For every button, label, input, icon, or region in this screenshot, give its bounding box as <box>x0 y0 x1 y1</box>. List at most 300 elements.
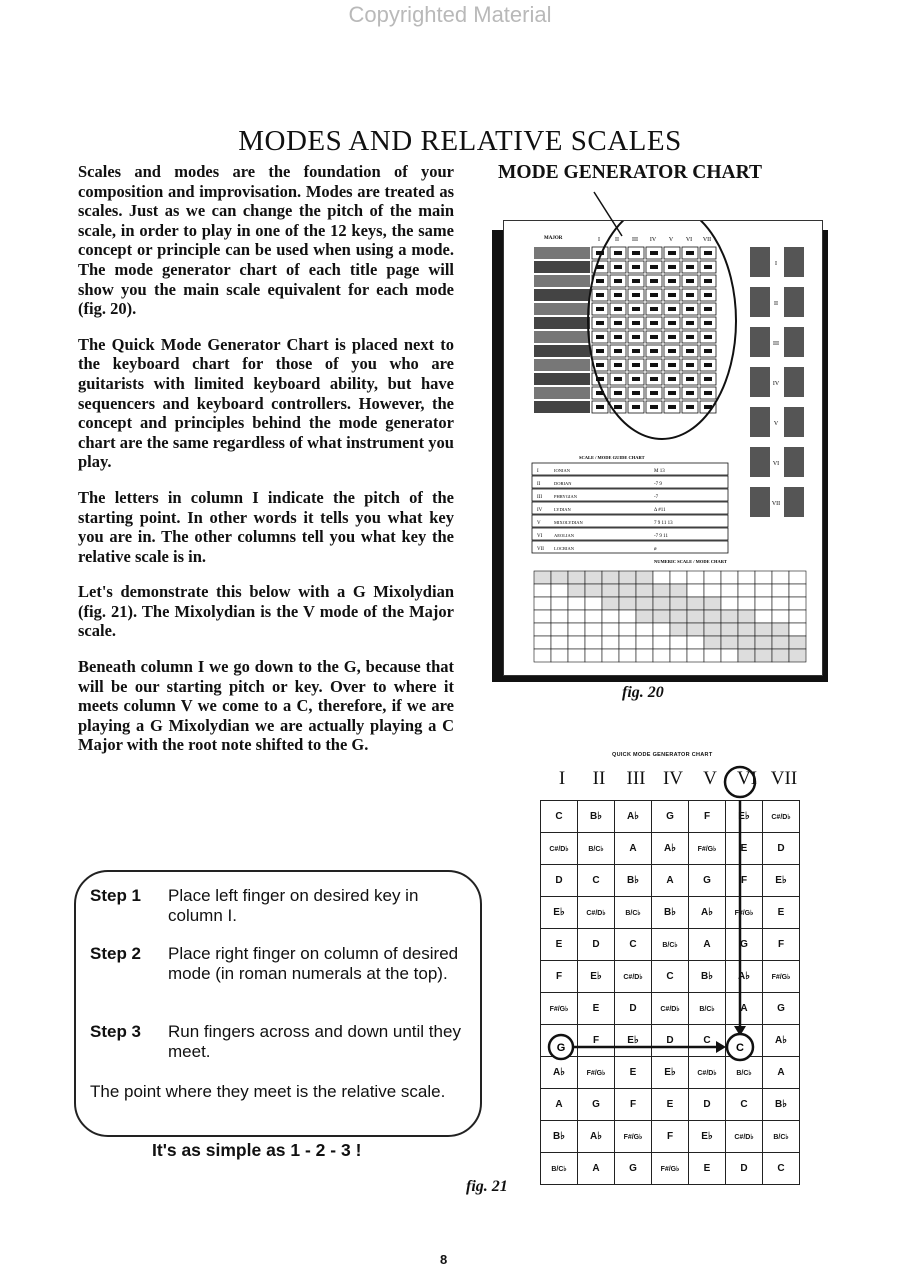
lower-row-numeral: V <box>537 521 541 526</box>
side-key-strip-left <box>750 327 770 357</box>
mini-key-strip <box>534 401 590 413</box>
staircase-cell <box>772 597 789 610</box>
column-header-iv: IV <box>662 768 684 789</box>
key-cell: A <box>541 1089 578 1121</box>
steps-callout <box>74 870 482 1137</box>
staircase-cell <box>704 636 721 649</box>
step-3-text: Run fingers across and down until they meet. <box>168 1022 461 1061</box>
mini-cell-mark <box>650 307 658 311</box>
staircase-cell <box>789 636 806 649</box>
staircase-cell <box>636 636 653 649</box>
side-numeral: II <box>774 301 778 307</box>
key-cell: F <box>615 1089 652 1121</box>
key-cell: A♭ <box>541 1057 578 1089</box>
key-cell: A♭ <box>615 801 652 833</box>
mini-cell-mark <box>668 363 676 367</box>
mini-cell-mark <box>650 251 658 255</box>
mini-cell-mark <box>650 265 658 269</box>
side-numeral: I <box>775 261 777 267</box>
column-v-circle <box>725 767 755 797</box>
mini-cell-mark <box>632 377 640 381</box>
staircase-cell <box>789 623 806 636</box>
key-cell: C <box>652 961 689 993</box>
side-key-strip-left <box>750 287 770 317</box>
step-1-text: Place left finger on desired key in column I. <box>168 886 419 925</box>
key-cell: D <box>689 1089 726 1121</box>
lower-row-numeral: VI <box>537 534 543 539</box>
staircase-cell <box>704 571 721 584</box>
body-text-column <box>78 162 454 771</box>
mini-key-strip <box>534 275 590 287</box>
staircase-cell <box>636 571 653 584</box>
staircase-cell <box>585 584 602 597</box>
staircase-cell <box>585 610 602 623</box>
mini-cell-mark <box>704 363 712 367</box>
mini-cell-mark <box>632 363 640 367</box>
staircase-cell <box>551 636 568 649</box>
staircase-cell <box>568 636 585 649</box>
staircase-cell <box>721 623 738 636</box>
mini-cell-mark <box>632 265 640 269</box>
staircase-cell <box>704 649 721 662</box>
key-cell: C <box>689 1025 726 1057</box>
key-cell: G <box>726 929 763 961</box>
mini-cell-mark <box>668 293 676 297</box>
staircase-cell <box>789 597 806 610</box>
key-cell: C <box>541 801 578 833</box>
staircase-cell <box>738 623 755 636</box>
mini-numeral: VII <box>702 237 712 243</box>
side-key-strip-left <box>750 407 770 437</box>
staircase-cell <box>670 584 687 597</box>
mini-cell-mark <box>632 293 640 297</box>
staircase-cell <box>670 636 687 649</box>
numeric-scale-staircase <box>534 559 806 662</box>
mini-cell-mark <box>596 349 604 353</box>
staircase-cell <box>568 597 585 610</box>
key-cell: G <box>689 865 726 897</box>
lower-row-code: -7 9 <box>654 482 662 487</box>
key-cell: E♭ <box>615 1025 652 1057</box>
page-title: MODES AND RELATIVE SCALES <box>238 125 682 158</box>
staircase-cell <box>687 597 704 610</box>
staircase-cell <box>721 571 738 584</box>
staircase-cell <box>534 597 551 610</box>
staircase-cell <box>636 610 653 623</box>
side-key-strip-right <box>784 367 804 397</box>
lower-row-numeral: IV <box>537 508 543 513</box>
key-cell: B♭ <box>578 801 615 833</box>
staircase-cell <box>636 649 653 662</box>
mini-key-strip <box>534 359 590 371</box>
key-cell: A♭ <box>763 1025 800 1057</box>
mini-numeral: IV <box>649 237 657 243</box>
simple-as-123-line: It's as simple as 1 - 2 - 3 ! <box>152 1140 362 1160</box>
staircase-cell <box>619 584 636 597</box>
staircase-cell <box>585 623 602 636</box>
staircase-cell <box>704 610 721 623</box>
staircase-cell <box>619 623 636 636</box>
mini-cell-mark <box>614 251 622 255</box>
mini-cell-mark <box>596 321 604 325</box>
mini-cell-mark <box>668 251 676 255</box>
mini-cell-mark <box>704 265 712 269</box>
staircase-cell <box>721 649 738 662</box>
staircase-cell <box>738 610 755 623</box>
staircase-cell <box>670 610 687 623</box>
mini-cell-mark <box>596 405 604 409</box>
mini-numeral: VI <box>685 237 693 243</box>
key-cell: E <box>763 897 800 929</box>
key-cell: E <box>689 1153 726 1185</box>
mini-cell-mark <box>704 293 712 297</box>
side-key-strip-right <box>784 247 804 277</box>
steps-summary: The point where they meet is the relative scale. <box>90 1082 446 1101</box>
mini-cell-mark <box>596 363 604 367</box>
key-cell: C#/D♭ <box>689 1057 726 1089</box>
key-cell: C <box>578 865 615 897</box>
mini-cell-mark <box>704 335 712 339</box>
mini-cell-mark <box>650 377 658 381</box>
staircase-cell <box>534 623 551 636</box>
across-arrowhead <box>716 1041 726 1053</box>
key-cell: A♭ <box>578 1121 615 1153</box>
mini-key-strip <box>534 345 590 357</box>
staircase-cell <box>721 584 738 597</box>
staircase-cell <box>704 623 721 636</box>
column-header-ii: II <box>592 768 606 789</box>
paragraph-demo: Let's demonstrate this below with a G Mixolydian (fig. 21). The Mixolydian is the V mode of the Major scale. <box>78 582 454 641</box>
mini-cell-mark <box>686 391 694 395</box>
key-cell: B♭ <box>763 1089 800 1121</box>
staircase-cell <box>602 649 619 662</box>
staircase-cell <box>585 597 602 610</box>
key-cell: D <box>615 993 652 1025</box>
staircase-cell <box>721 610 738 623</box>
staircase-cell <box>687 649 704 662</box>
mini-cell-mark <box>704 307 712 311</box>
mini-cell-mark <box>668 377 676 381</box>
staircase-cell <box>602 584 619 597</box>
side-key-strip-right <box>784 447 804 477</box>
mini-cell-mark <box>632 405 640 409</box>
key-cell: F#/G♭ <box>763 961 800 993</box>
step-1 <box>90 886 470 926</box>
mini-key-strip <box>534 289 590 301</box>
staircase-cell <box>772 649 789 662</box>
side-key-strip-left <box>750 487 770 517</box>
column-header-vii: VII <box>770 768 798 789</box>
key-cell: A <box>615 833 652 865</box>
staircase-cell <box>551 571 568 584</box>
staircase-cell <box>568 584 585 597</box>
mini-key-strip <box>534 387 590 399</box>
key-cell: A <box>652 865 689 897</box>
key-cell: A♭ <box>726 961 763 993</box>
key-cell: E <box>726 833 763 865</box>
key-cell: A♭ <box>652 833 689 865</box>
key-cell: A <box>726 993 763 1025</box>
key-cell: F#/G♭ <box>541 993 578 1025</box>
staircase-cell <box>602 636 619 649</box>
staircase-cell <box>772 584 789 597</box>
staircase-cell <box>619 597 636 610</box>
staircase-cell <box>687 623 704 636</box>
key-cell: B/C♭ <box>652 929 689 961</box>
key-cell: F <box>578 1025 615 1057</box>
staircase-cell <box>738 597 755 610</box>
side-key-strip-right <box>784 407 804 437</box>
key-cell: F <box>763 929 800 961</box>
mini-cell-mark <box>614 377 622 381</box>
key-cell: E♭ <box>652 1057 689 1089</box>
mini-cell-mark <box>686 335 694 339</box>
key-cell: C#/D♭ <box>578 897 615 929</box>
column-header-v: V <box>703 768 717 789</box>
lower-row-name: DORIAN <box>554 481 572 486</box>
mini-numeral: I <box>598 237 600 243</box>
key-cell: C#/D♭ <box>541 833 578 865</box>
mini-cell-mark <box>704 349 712 353</box>
mini-cell-mark <box>650 363 658 367</box>
staircase-cell <box>670 571 687 584</box>
key-cell: E♭ <box>578 961 615 993</box>
staircase-cell <box>738 636 755 649</box>
mini-cell-mark <box>686 251 694 255</box>
staircase-cell <box>738 649 755 662</box>
staircase-cell <box>670 623 687 636</box>
mini-cell-mark <box>614 391 622 395</box>
paragraph-quick-chart-rest: is placed next to the keyboard chart for those of you who are guitarists with limited keyboard ability, but have sequencers and keyboard controllers. However, the concept and principles behind the mode generator chart are the same regardless of what instrument you play. <box>78 334 454 472</box>
staircase-cell <box>619 649 636 662</box>
mini-cell-mark <box>596 307 604 311</box>
side-key-strip-left <box>750 247 770 277</box>
side-numeral: III <box>773 341 779 347</box>
mini-cell-mark <box>686 279 694 283</box>
staircase-cell <box>755 649 772 662</box>
staircase-cell <box>534 610 551 623</box>
mini-numeral: II <box>615 237 619 243</box>
staircase-cell <box>704 584 721 597</box>
lower-row-name: PHRYGIAN <box>554 494 578 499</box>
staircase-cell <box>551 610 568 623</box>
lower-table-title: SCALE / MODE GUIDE CHART <box>579 455 645 460</box>
key-cell: C <box>726 1089 763 1121</box>
scale-mode-guide-table <box>532 455 728 553</box>
staircase-cell <box>551 623 568 636</box>
mini-cell-mark <box>650 293 658 297</box>
lower-row-name: IONIAN <box>554 468 570 473</box>
mini-cell-mark <box>650 335 658 339</box>
staircase-cell <box>721 597 738 610</box>
side-numeral: VI <box>772 461 780 467</box>
staircase-cell <box>568 649 585 662</box>
mini-cell-mark <box>668 391 676 395</box>
staircase-cell <box>755 571 772 584</box>
staircase-cell <box>602 597 619 610</box>
lower-row-name: LYDIAN <box>554 507 571 512</box>
mini-cell-mark <box>614 265 622 269</box>
lower-row-name: MIXOLYDIAN <box>554 520 583 525</box>
mode-generator-chart-image <box>503 220 823 676</box>
key-cell: F#/G♭ <box>615 1121 652 1153</box>
paragraph-quick-chart <box>78 335 454 472</box>
staircase-cell <box>687 571 704 584</box>
staircase-cell <box>653 597 670 610</box>
staircase-cell <box>619 571 636 584</box>
staircase-cell <box>534 571 551 584</box>
mini-numeral: V <box>668 237 674 243</box>
key-cell: G <box>763 993 800 1025</box>
staircase-cell <box>755 623 772 636</box>
key-cell: E <box>541 929 578 961</box>
key-cell: F <box>652 1121 689 1153</box>
step-3-label: Step 3 <box>90 1022 142 1041</box>
mini-cell-mark <box>614 307 622 311</box>
mini-cell-mark <box>632 251 640 255</box>
mini-cell-mark <box>632 321 640 325</box>
key-cell: G <box>652 801 689 833</box>
paragraph-quick-chart-prefix: The <box>78 334 112 354</box>
key-cell: F <box>689 801 726 833</box>
staircase-cell <box>585 571 602 584</box>
key-cell: G <box>615 1153 652 1185</box>
staircase-cell <box>636 584 653 597</box>
mini-cell-mark <box>650 279 658 283</box>
start-key-label: G <box>556 1042 566 1054</box>
staircase-cell <box>687 610 704 623</box>
side-key-strip-right <box>784 327 804 357</box>
staircase-cell <box>602 623 619 636</box>
staircase-cell <box>619 636 636 649</box>
mini-cell-mark <box>704 377 712 381</box>
quick-chart-title: QUICK MODE GENERATOR CHART <box>612 752 713 758</box>
key-cell: F <box>541 961 578 993</box>
staircase-cell <box>687 584 704 597</box>
mini-key-strip <box>534 373 590 385</box>
mini-cell-mark <box>650 391 658 395</box>
copyright-watermark: Copyrighted Material <box>348 2 552 27</box>
lower-row-numeral: VII <box>537 547 544 552</box>
key-cell: E <box>615 1057 652 1089</box>
mini-cell-mark <box>650 405 658 409</box>
staircase-cell <box>670 649 687 662</box>
staircase-cell <box>551 649 568 662</box>
key-cell: C#/D♭ <box>652 993 689 1025</box>
mini-cell-mark <box>686 377 694 381</box>
lower-row-numeral: III <box>537 495 542 500</box>
mini-cell-mark <box>596 279 604 283</box>
key-cell: D <box>652 1025 689 1057</box>
quick-mode-generator-chart-term: Quick Mode Generator Chart <box>111 334 329 354</box>
mini-cell-mark <box>686 349 694 353</box>
key-cell: B♭ <box>541 1121 578 1153</box>
key-cell: E♭ <box>726 801 763 833</box>
mini-key-strip <box>534 247 590 259</box>
mini-cell-mark <box>596 335 604 339</box>
column-header-iii: III <box>626 768 646 789</box>
mini-cell-mark <box>668 307 676 311</box>
staircase-cell <box>619 610 636 623</box>
key-cell: G <box>578 1089 615 1121</box>
staircase-title: NUMERIC SCALE / MODE CHART <box>654 559 727 564</box>
lower-row-numeral: I <box>537 469 539 474</box>
mini-cell-mark <box>686 363 694 367</box>
staircase-cell <box>789 571 806 584</box>
mini-cell-mark <box>632 391 640 395</box>
table-row <box>541 1121 800 1153</box>
key-cell: B/C♭ <box>541 1153 578 1185</box>
mini-cell-mark <box>686 265 694 269</box>
mini-cell-mark <box>704 321 712 325</box>
chart-pointer-line <box>560 184 640 244</box>
key-cell: F#/G♭ <box>726 897 763 929</box>
mini-cell-mark <box>614 349 622 353</box>
staircase-cell <box>636 597 653 610</box>
key-cell: E♭ <box>689 1121 726 1153</box>
staircase-cell <box>738 584 755 597</box>
mini-cell-mark <box>596 293 604 297</box>
mini-key-strip <box>534 317 590 329</box>
mini-cell-mark <box>668 349 676 353</box>
mini-cell-mark <box>668 265 676 269</box>
key-cell: F#/G♭ <box>652 1153 689 1185</box>
staircase-cell <box>704 597 721 610</box>
step-1-label: Step 1 <box>90 886 142 905</box>
paragraph-column-letters: The letters in column I indicate the pitch of the starting point. In other words it tells you what key you are in. The other columns tell you what key the relative scale is in. <box>78 487 454 566</box>
key-cell: C#/D♭ <box>763 801 800 833</box>
key-cell: F#/G♭ <box>689 833 726 865</box>
key-cell: A♭ <box>689 897 726 929</box>
lower-row-code: -7 <box>654 495 659 500</box>
mini-cell-mark <box>614 335 622 339</box>
mini-cell-mark <box>614 293 622 297</box>
key-cell: C#/D♭ <box>615 961 652 993</box>
key-cell: F#/G♭ <box>578 1057 615 1089</box>
mini-cell-mark <box>668 405 676 409</box>
key-cell: E♭ <box>763 865 800 897</box>
mini-cell-mark <box>704 251 712 255</box>
page-number: 8 <box>440 1252 448 1267</box>
staircase-cell <box>568 571 585 584</box>
staircase-cell <box>653 584 670 597</box>
key-cell: D <box>578 929 615 961</box>
staircase-cell <box>772 623 789 636</box>
mini-mode-grid <box>534 236 716 413</box>
column-header-vi: VI <box>736 768 758 789</box>
key-cell: E <box>578 993 615 1025</box>
key-cell: B/C♭ <box>763 1121 800 1153</box>
staircase-cell <box>721 636 738 649</box>
lower-row-code: M 13 <box>654 469 665 474</box>
key-cell: A <box>689 929 726 961</box>
lower-row-code: 7 9 11 13 <box>654 521 673 526</box>
mini-cell-mark <box>668 321 676 325</box>
side-numeral: V <box>773 421 779 427</box>
mini-cell-mark <box>614 321 622 325</box>
side-key-strip-right <box>784 487 804 517</box>
key-cell: B♭ <box>652 897 689 929</box>
staircase-cell <box>585 636 602 649</box>
mini-cell-mark <box>686 307 694 311</box>
staircase-cell <box>653 610 670 623</box>
mini-cell-mark <box>668 335 676 339</box>
mini-cell-mark <box>650 321 658 325</box>
key-cell: D <box>726 1153 763 1185</box>
staircase-cell <box>534 649 551 662</box>
staircase-cell <box>568 610 585 623</box>
staircase-cell <box>534 636 551 649</box>
